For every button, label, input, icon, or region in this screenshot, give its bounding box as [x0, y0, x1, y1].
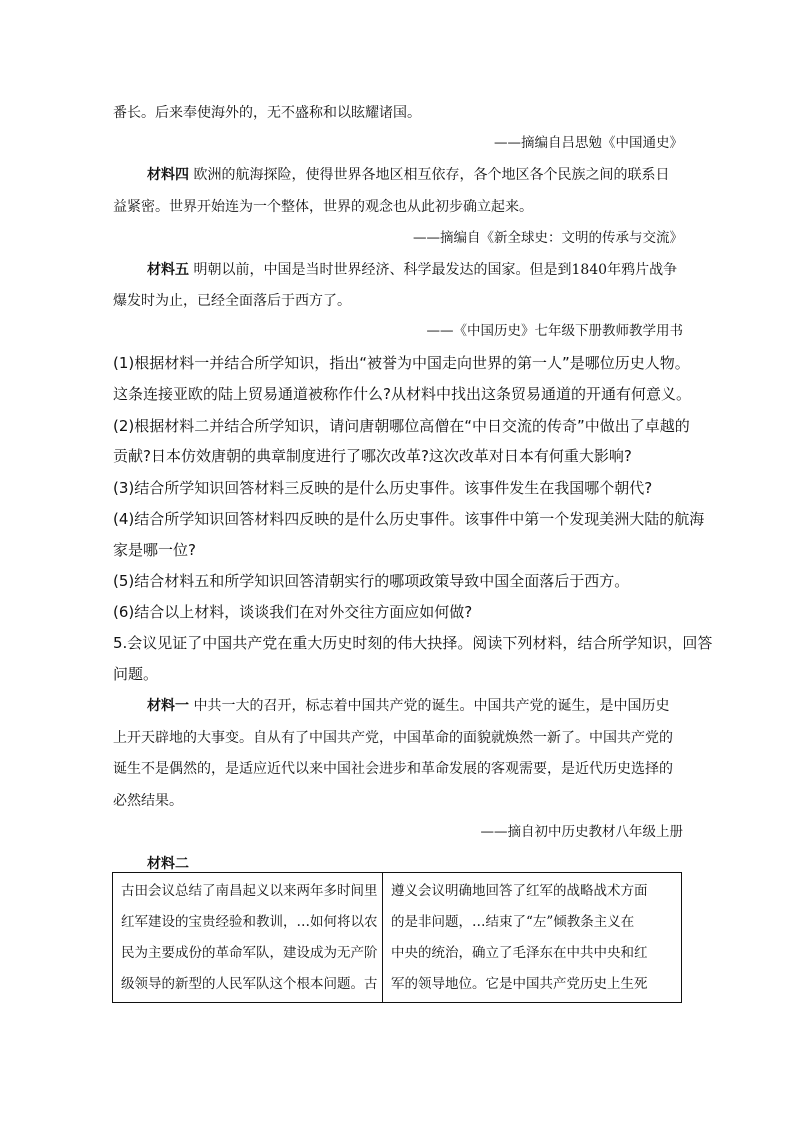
material-label: 材料四 — [147, 167, 189, 183]
question-1: (1)根据材料一并结合所学知识，指出“被誉为中国走向世界的第一人”是哪位历史人物。 — [113, 354, 690, 372]
question-4: (4)结合所学知识回答材料四反映的是什么历史事件。该事件中第一个发现美洲大陆的航海 — [113, 510, 705, 528]
material-5-line — [147, 260, 717, 280]
cell-line: 古田会议总结了南昌起义以来两年多时间里 — [121, 883, 378, 899]
source-citation: ——摘编自《新全球史：文明的传承与交流》 — [413, 230, 683, 246]
cell-line: 遵义会议明确地回答了红军的战略战术方面 — [391, 883, 648, 899]
material-text: 欧洲的航海探险，使得世界各地区相互依存，各个地区各个民族之间的联系日 — [193, 167, 670, 183]
material-2-table — [112, 872, 682, 1003]
source-citation: ——摘编自吕思勉《中国通史》 — [494, 135, 683, 151]
table-cell-left — [121, 876, 379, 1000]
cell-line: 红军建设的宝贵经验和教训，…如何将以农 — [121, 914, 378, 930]
cell-line: 中央的统治，确立了毛泽东在中共中央和红 — [391, 945, 648, 961]
material-text: 明朝以前，中国是当时世界经济、科学最发达的国家。但是到1840年鸦片战争 — [193, 262, 678, 278]
question-5: (5)结合材料五和所学知识回答清朝实行的哪项政策导致中国全面落后于西方。 — [113, 572, 630, 590]
material-4-line — [147, 165, 717, 185]
cell-line: 级领导的新型的人民军队这个根本问题。古 — [121, 976, 378, 992]
table-cell-right — [391, 876, 677, 1000]
cell-line: 民为主要成份的革命军队，建设成为无产阶 — [121, 945, 378, 961]
problem-5-stem: 5.会议见证了中国共产党在重大历史时刻的伟大抉择。阅读下列材料，结合所学知识，回答 — [113, 634, 713, 652]
problem-5-stem-cont: 问题。 — [113, 665, 159, 683]
material-text: 中共一大的召开，标志着中国共产党的诞生。中国共产党的诞生，是中国历史 — [193, 698, 670, 714]
material-1-line: 必然结果。 — [113, 793, 183, 809]
text-line: 番长。后来奉使海外的，无不盛称和以眩耀诸国。 — [113, 105, 421, 121]
material-label: 材料一 — [147, 698, 189, 714]
question-6: (6)结合以上材料，谈谈我们在对外交往方面应如何做? — [113, 603, 473, 621]
material-5-line: 爆发时为止，已经全面落后于西方了。 — [113, 293, 351, 309]
source-citation: ——摘自初中历史教材八年级上册 — [480, 824, 683, 840]
material-label: 材料五 — [147, 262, 189, 278]
cell-line: 军的领导地位。它是中国共产党历史上生死 — [391, 976, 648, 992]
question-3: (3)结合所学知识回答材料三反映的是什么历史事件。该事件发生在我国哪个朝代? — [113, 479, 653, 497]
source-citation: ——《中国历史》七年级下册教师教学用书 — [426, 323, 683, 339]
table-divider — [382, 873, 383, 1002]
question-1-cont: 这条连接亚欧的陆上贸易通道被称作什么?从材料中找出这条贸易通道的开通有何意义。 — [113, 385, 691, 403]
material-1-line: 上开天辟地的大事变。自从有了中国共产党，中国革命的面貌就焕然一新了。中国共产党的 — [113, 730, 673, 746]
material-1-line — [147, 696, 717, 716]
question-4-cont: 家是哪一位? — [113, 541, 196, 559]
material-2-label: 材料二 — [147, 856, 189, 872]
material-1-line: 诞生不是偶然的，是适应近代以来中国社会进步和革命发展的客观需要，是近代历史选择的 — [113, 761, 673, 777]
question-2-cont: 贡献?日本仿效唐朝的典章制度进行了哪次改革?这次改革对日本有何重大影响? — [113, 447, 632, 465]
material-4-line: 益紧密。世界开始连为一个整体，世界的观念也从此初步确立起来。 — [113, 199, 533, 215]
cell-line: 的是非问题，…结束了“左”倾教条主义在 — [391, 914, 635, 930]
question-2: (2)根据材料二并结合所学知识，请问唐朝哪位高僧在“中日交流的传奇”中做出了卓越的 — [113, 417, 690, 435]
